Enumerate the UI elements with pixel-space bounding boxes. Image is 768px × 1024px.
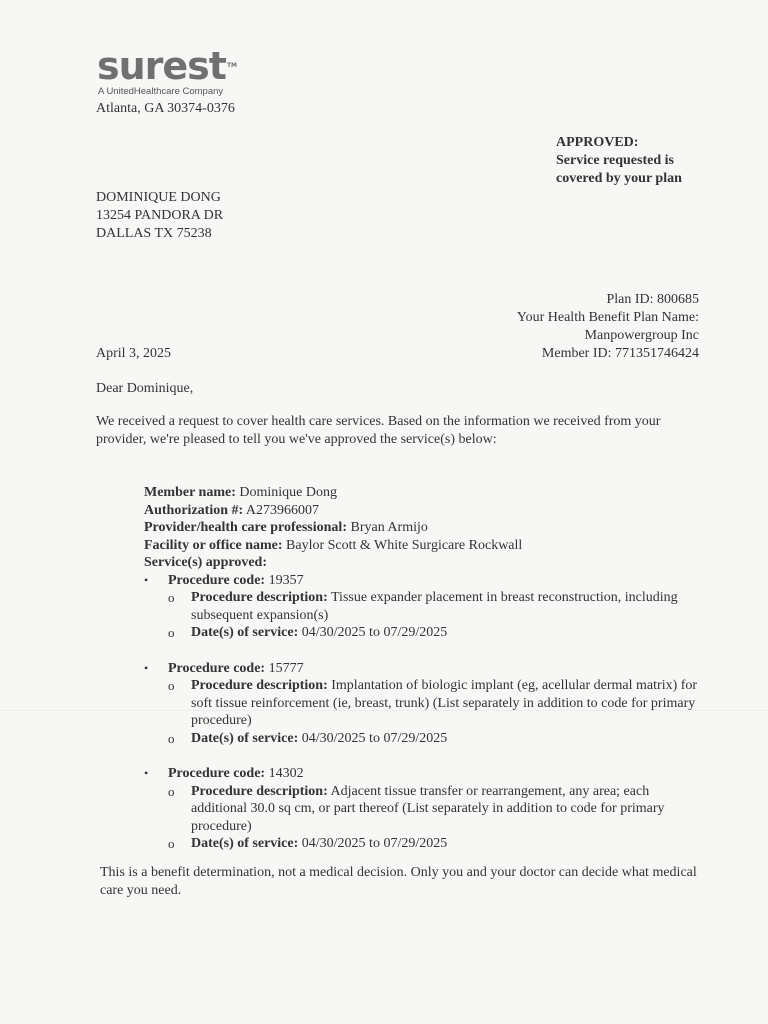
procedure-item bbox=[144, 765, 704, 853]
plan-name-label: Your Health Benefit Plan Name: bbox=[516, 310, 699, 325]
procedure-code-label: Procedure code: bbox=[168, 660, 266, 676]
circle-bullet-icon: o bbox=[168, 625, 175, 640]
procedure-code: 15777 bbox=[265, 660, 304, 676]
service-dates-row bbox=[168, 835, 704, 853]
service-dates-label: Date(s) of service: bbox=[191, 730, 299, 746]
authorization-value: A273966007 bbox=[243, 502, 320, 518]
plan-info bbox=[517, 291, 699, 363]
status-line-1: APPROVED: bbox=[556, 135, 639, 150]
provider-line bbox=[144, 519, 704, 537]
procedure-description-label: Procedure description: bbox=[191, 590, 328, 605]
circle-bullet-icon: o bbox=[168, 730, 175, 746]
provider-label: Provider/health care professional: bbox=[144, 520, 347, 535]
member-name-value: Dominique Dong bbox=[235, 485, 337, 500]
approval-status bbox=[556, 134, 682, 188]
circle-bullet-icon: o bbox=[168, 678, 175, 693]
recipient-street: 13254 PANDORA DR bbox=[96, 208, 224, 223]
intro-paragraph: We received a request to cover health care services. Based on the information we received from your provider, we're pleased to tell you we've approved the service(s) below: bbox=[96, 414, 661, 447]
procedure-item bbox=[144, 660, 704, 748]
circle-bullet-icon: o bbox=[168, 590, 175, 605]
bullet-icon: • bbox=[144, 766, 149, 780]
recipient-name: DOMINIQUE DONG bbox=[96, 190, 221, 205]
authorization-details bbox=[144, 484, 704, 853]
service-dates: 04/30/2025 to 07/29/2025 bbox=[298, 625, 448, 640]
procedure-item bbox=[144, 572, 704, 642]
procedure-code: 14302 bbox=[265, 766, 304, 781]
member-id: Member ID: 771351746424 bbox=[541, 346, 699, 361]
bullet-icon: • bbox=[144, 660, 149, 675]
status-line-3: covered by your plan bbox=[556, 171, 682, 186]
procedure-description-label: Procedure description: bbox=[191, 678, 328, 693]
procedure-code-label: Procedure code: bbox=[168, 572, 266, 588]
procedure-code-label: Procedure code: bbox=[168, 766, 266, 781]
service-dates-label: Date(s) of service: bbox=[191, 836, 299, 851]
member-name-label: Member name: bbox=[144, 485, 236, 500]
logo-tagline: A UnitedHealthcare Company bbox=[98, 86, 224, 97]
facility-value: Baylor Scott & White Surgicare Rockwall bbox=[282, 537, 523, 553]
circle-bullet-icon: o bbox=[168, 783, 175, 799]
bullet-icon: • bbox=[144, 572, 149, 587]
service-dates: 04/30/2025 to 07/29/2025 bbox=[298, 730, 448, 746]
procedure-description-row bbox=[168, 677, 704, 730]
procedure-description: Adjacent tissue transfer or rearrangement, any area; each additional 30.0 sq cm, or part thereof (List separately in addition to code for primary procedure) bbox=[191, 783, 665, 834]
surest-logo: surestTM bbox=[97, 44, 238, 88]
facility-line bbox=[144, 537, 704, 555]
closing-paragraph: This is a benefit determination, not a medical decision. Only you and your doctor can decide what medical care you need. bbox=[100, 865, 697, 898]
procedure-description: Implantation of biologic implant (eg, acellular dermal matrix) for soft tissue reinforcement (ie, breast, trunk) (List separately in addition to code for primary procedure) bbox=[191, 678, 698, 728]
member-name-line bbox=[144, 484, 704, 502]
service-dates: 04/30/2025 to 07/29/2025 bbox=[298, 836, 448, 851]
recipient-city: DALLAS TX 75238 bbox=[96, 226, 212, 241]
sender-city: Atlanta, GA 30374-0376 bbox=[96, 101, 235, 116]
service-dates-row bbox=[168, 624, 704, 642]
plan-id: Plan ID: 800685 bbox=[606, 292, 699, 307]
procedure-description-row bbox=[168, 589, 704, 624]
circle-bullet-icon: o bbox=[168, 836, 175, 851]
authorization-label: Authorization #: bbox=[144, 502, 244, 518]
facility-label: Facility or office name: bbox=[144, 537, 283, 553]
procedure-description-label: Procedure description: bbox=[191, 783, 328, 799]
greeting: Dear Dominique, bbox=[96, 381, 194, 396]
services-heading: Service(s) approved: bbox=[144, 555, 267, 570]
recipient-address bbox=[96, 189, 223, 243]
trademark-mark: TM bbox=[226, 62, 238, 69]
letter-date: April 3, 2025 bbox=[96, 346, 172, 361]
procedure-code: 19357 bbox=[265, 572, 304, 588]
procedure-description-row bbox=[168, 783, 704, 836]
procedure-description: Tissue expander placement in breast reconstruction, including subsequent expansion(s) bbox=[191, 590, 678, 623]
provider-value: Bryan Armijo bbox=[346, 520, 428, 535]
authorization-line bbox=[144, 502, 704, 520]
status-line-2: Service requested is bbox=[556, 153, 674, 168]
service-dates-label: Date(s) of service: bbox=[191, 625, 299, 640]
plan-name: Manpowergroup Inc bbox=[584, 328, 699, 343]
service-dates-row bbox=[168, 730, 704, 748]
